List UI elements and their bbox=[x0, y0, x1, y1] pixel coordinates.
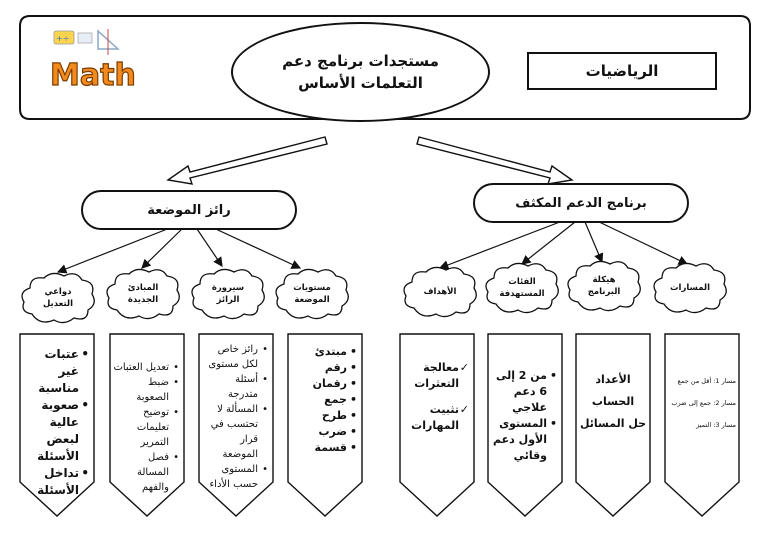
cloud-1-line-2: التعديل bbox=[42, 299, 74, 309]
panel-3-item: • رائز خاص لكل مستوى bbox=[202, 342, 258, 372]
cloud-4-line-1: مستويات bbox=[293, 283, 331, 293]
cloud-4-line-2: الموضعة bbox=[294, 295, 330, 305]
cloud-2-line-1: المبادئ bbox=[127, 283, 159, 293]
panel-4-item: • جمع bbox=[291, 392, 347, 408]
cloud-6-line-1: الفئات bbox=[508, 277, 536, 287]
panel-3-item: • المستوى حسب الأداء bbox=[202, 462, 258, 492]
subject-label: الرياضيات bbox=[585, 62, 659, 80]
panel-2-item: • تعديل العتبات bbox=[113, 360, 169, 375]
cloud-5-line-1: الأهداف bbox=[423, 287, 457, 297]
cloud-amendment-reasons bbox=[18, 268, 98, 328]
cloud-7-line-1: هيكلة bbox=[592, 275, 616, 285]
panel-test-process bbox=[197, 332, 275, 518]
arrow-to-left-branch bbox=[168, 137, 327, 184]
panel-1-item: • عتبات غير مناسبة bbox=[23, 346, 79, 397]
panel-1-item: • تداخل الأسئلة bbox=[23, 465, 79, 499]
logo-text: Math bbox=[50, 58, 136, 93]
cloud-target-groups bbox=[482, 258, 562, 318]
cloud-objectives bbox=[400, 262, 480, 322]
panel-8-item: مسار 3: التميز bbox=[696, 421, 736, 429]
panel-6-item: • المستوى الأول دعم وقائي bbox=[491, 416, 547, 464]
panel-2-item: • توضيح تعليمات التمرير bbox=[113, 405, 169, 450]
panel-4-item: • مبتدئ bbox=[291, 344, 347, 360]
panel-new-principles bbox=[108, 332, 186, 518]
panel-7-item: الأعداد bbox=[595, 373, 631, 386]
panel-7-item: حل المسائل bbox=[579, 417, 647, 430]
svg-text:+÷: +÷ bbox=[56, 34, 70, 43]
panel-amendment-reasons bbox=[18, 332, 96, 518]
arrow-to-right-branch bbox=[417, 137, 572, 184]
panel-5-item: ✓ معالجة التعثرات bbox=[403, 360, 459, 392]
cloud-3-line-2: الرائز bbox=[216, 295, 240, 305]
panel-3-item: • المسألة لا تحتسب في قرار الموضعة bbox=[202, 402, 258, 462]
panel-6-item: • من 2 إلى 6 دعم علاجي bbox=[491, 368, 547, 416]
panel-2-item: • ضبط الصعوبة bbox=[113, 375, 169, 405]
panel-4-item: • رقم bbox=[291, 360, 347, 376]
cloud-new-principles bbox=[103, 264, 183, 324]
panel-tracks bbox=[663, 332, 741, 518]
panel-4-item: • ضرب bbox=[291, 424, 347, 440]
branch-intensive-support-label: برنامج الدعم المكثف bbox=[515, 195, 647, 211]
panel-1-item: • صعوبة عالية لبعض الأسئلة bbox=[23, 397, 79, 465]
cloud-tracks bbox=[650, 258, 730, 318]
panel-program-structure bbox=[574, 332, 652, 518]
branch-placement-test-label: رائز الموضعة bbox=[147, 202, 231, 218]
cloud-program-structure bbox=[564, 256, 644, 316]
branch-placement-test bbox=[81, 190, 297, 230]
cloud-1-line-1: دواعي bbox=[44, 287, 72, 297]
cloud-2-line-2: الجديدة bbox=[127, 295, 159, 305]
cloud-3-line-1: سيرورة bbox=[211, 283, 245, 293]
cloud-6-line-2: المستهدفة bbox=[499, 289, 545, 299]
panel-8-item: مسار 1: أقل من جمع bbox=[677, 377, 736, 385]
panel-placement-levels bbox=[286, 332, 364, 518]
branch-intensive-support bbox=[473, 183, 689, 223]
panel-target-groups bbox=[486, 332, 564, 518]
cloud-placement-levels bbox=[272, 264, 352, 324]
panel-5-item: ✓ تثبيت المهارات bbox=[403, 402, 459, 434]
panel-2-item: • فصل المسالة والفهم bbox=[113, 450, 169, 495]
panel-4-item: • رقمان bbox=[291, 376, 347, 392]
cloud-test-process bbox=[188, 264, 268, 324]
title-line-1: مستجدات برنامج دعم bbox=[282, 52, 439, 70]
cloud-7-line-2: البرنامج bbox=[587, 287, 621, 297]
panel-4-item: • طرح bbox=[291, 408, 347, 424]
panel-7-item: الحساب bbox=[591, 395, 635, 408]
panel-4-item: • قسمة bbox=[291, 440, 347, 456]
panel-8-item: مسار 2: جمع إلى ضرب bbox=[671, 399, 736, 407]
cloud-8-line-1: المسارات bbox=[670, 283, 710, 293]
panel-3-item: • أسئلة متدرجة bbox=[202, 372, 258, 402]
panel-objectives bbox=[398, 332, 476, 518]
title-line-2: التعلمات الأساس bbox=[298, 74, 423, 92]
